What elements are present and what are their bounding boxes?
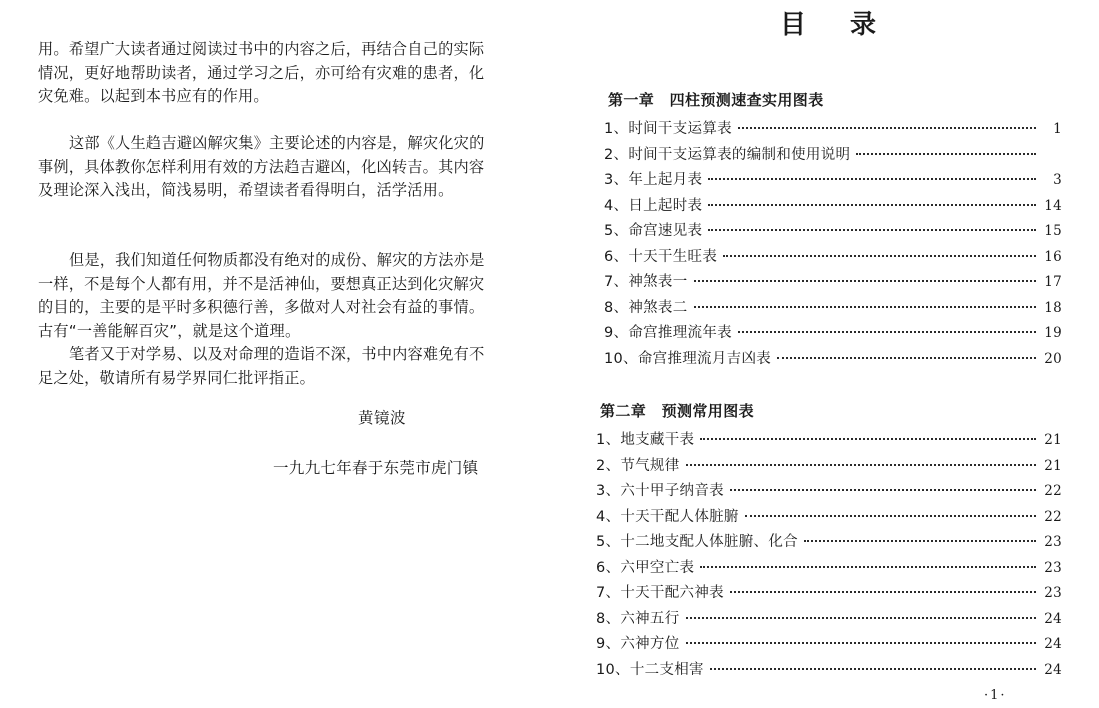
toc-entry[interactable] — [604, 270, 1062, 296]
toc-entry-page: 23 — [1044, 585, 1062, 601]
toc-entry[interactable] — [596, 632, 1062, 658]
toc-dot-leader — [730, 488, 1036, 491]
toc-entry-page: 18 — [1044, 299, 1062, 316]
toc-entry-page: 23 — [1044, 559, 1062, 576]
toc-entry-label: 10、十二支相害 — [596, 661, 704, 678]
toc-dot-leader — [777, 356, 1036, 359]
toc-dot-leader — [700, 437, 1036, 440]
toc-entry-page: 1 — [1053, 121, 1062, 137]
toc-dot-leader — [686, 616, 1036, 619]
toc-title: 目录 — [780, 10, 921, 40]
toc-entry[interactable] — [596, 658, 1062, 684]
toc-entry[interactable] — [604, 194, 1062, 220]
toc-entry-label: 4、十天干配人体脏腑 — [596, 508, 739, 525]
toc-dot-leader — [700, 565, 1036, 568]
toc-entry[interactable] — [604, 245, 1062, 271]
toc-entry[interactable] — [596, 607, 1062, 633]
toc-entry-label: 3、年上起月表 — [604, 172, 703, 188]
toc-entry-label: 8、六神五行 — [596, 610, 680, 627]
toc-entry-label: 6、六甲空亡表 — [596, 559, 695, 576]
toc-dot-leader — [738, 330, 1036, 333]
toc-entry-page: 20 — [1044, 350, 1062, 367]
toc-entry-label: 9、命宫推理流年表 — [604, 325, 732, 341]
toc-dot-leader — [694, 279, 1036, 282]
toc-dot-leader — [738, 126, 1036, 129]
toc-entry-page: 19 — [1044, 325, 1062, 341]
toc-entry[interactable] — [604, 296, 1062, 322]
toc-entry-page: 17 — [1044, 274, 1062, 290]
toc-entry-label: 7、十天干配六神表 — [596, 585, 724, 601]
toc-entry[interactable] — [596, 505, 1062, 531]
chapter-title: 第一章 四柱预测速查实用图表 — [608, 91, 824, 109]
toc-dot-leader — [708, 177, 1036, 180]
toc-entry-label: 4、日上起时表 — [604, 197, 703, 214]
toc-dot-leader — [694, 305, 1036, 308]
toc-entry-label: 2、时间干支运算表的编制和使用说明 — [604, 146, 851, 163]
preface-paragraph: 但是，我们知道任何物质都没有绝对的成份、解灾的方法亦是一样，不是每个人都有用，并不是活神仙，要想真正达到化灾解灾的目的，主要的是平时多积德行善，多做对人对社会有益的事情。古有“一善能解百灾”，就是这个道理。 — [38, 251, 485, 340]
toc-entry-label: 1、时间干支运算表 — [604, 121, 732, 137]
toc-entry-page: 23 — [1044, 534, 1062, 550]
toc-entry-label: 1、地支藏干表 — [596, 432, 695, 448]
toc-entry-page: 22 — [1044, 508, 1062, 525]
preface-page — [0, 0, 545, 708]
toc-dot-leader — [730, 590, 1036, 593]
toc-entry-page: 3 — [1053, 172, 1062, 188]
preface-paragraph: 这部《人生趋吉避凶解灾集》主要论述的内容是，解灾化灾的事例，具体教你怎样利用有效的方法趋吉避凶，化凶转吉。其内容及理论深入浅出，简浅易明，希望读者看得明白，活学活用。 — [38, 134, 485, 199]
toc-entry[interactable] — [596, 530, 1062, 556]
toc-entry[interactable] — [596, 479, 1062, 505]
toc-entry[interactable] — [596, 428, 1062, 454]
toc-entry-page: 24 — [1044, 661, 1062, 678]
toc-entry[interactable] — [604, 321, 1062, 347]
toc-entry-page: 15 — [1044, 223, 1062, 239]
preface-paragraph: 用。希望广大读者通过阅读过书中的内容之后，再结合自己的实际情况，更好地帮助读者，通过学习之后，亦可给有灾难的患者，化灾免难。以起到本书应有的作用。 — [38, 40, 485, 105]
toc-dot-leader — [804, 539, 1036, 542]
preface-paragraph: 笔者又于对学易、以及对命理的造诣不深，书中内容难免有不足之处，敬请所有易学界同仁批评指正。 — [38, 345, 485, 387]
toc-entry-label: 5、命宫速见表 — [604, 223, 703, 239]
toc-entry-label: 6、十天干生旺表 — [604, 248, 718, 265]
toc-entry-label: 5、十二地支配人体脏腑、化合 — [596, 534, 798, 550]
toc-entry[interactable] — [596, 556, 1062, 582]
page-number: ·1· — [984, 688, 1007, 703]
toc-entry-page: 22 — [1044, 483, 1062, 499]
chapter-title: 第二章 预测常用图表 — [600, 402, 755, 420]
toc-entry-page: 16 — [1044, 248, 1062, 265]
toc-entry-page: 24 — [1044, 636, 1062, 652]
toc-entry[interactable] — [604, 143, 1062, 169]
toc-dot-leader — [710, 667, 1036, 670]
toc-entry-label: 9、六神方位 — [596, 636, 680, 652]
table-of-contents-page — [548, 0, 1099, 708]
toc-entry[interactable] — [604, 219, 1062, 245]
toc-entry-label: 8、神煞表二 — [604, 299, 688, 316]
toc-entry-label: 2、节气规律 — [596, 457, 680, 474]
toc-dot-leader — [745, 514, 1036, 517]
toc-entry-page: 24 — [1044, 610, 1062, 627]
toc-entry[interactable] — [604, 168, 1062, 194]
toc-entry-page: 21 — [1044, 457, 1062, 474]
toc-dot-leader — [708, 228, 1036, 231]
toc-entry-label: 7、神煞表一 — [604, 274, 688, 290]
toc-dot-leader — [856, 152, 1036, 155]
toc-entry-page: 21 — [1044, 432, 1062, 448]
toc-dot-leader — [723, 254, 1036, 257]
toc-entry[interactable] — [596, 454, 1062, 480]
author-name: 黄镜波 — [358, 409, 407, 427]
toc-dot-leader — [686, 641, 1036, 644]
date-place: 一九九七年春于东莞市虎门镇 — [273, 459, 479, 477]
toc-entry[interactable] — [604, 117, 1062, 143]
toc-entry-label: 10、命宫推理流月吉凶表 — [604, 350, 772, 367]
toc-dot-leader — [686, 463, 1036, 466]
toc-list — [604, 117, 1062, 372]
toc-entry[interactable] — [596, 581, 1062, 607]
toc-entry[interactable] — [604, 347, 1062, 373]
toc-entry-label: 3、六十甲子纳音表 — [596, 483, 724, 499]
toc-entry-page: 14 — [1044, 197, 1062, 214]
toc-dot-leader — [708, 203, 1036, 206]
toc-list — [596, 428, 1062, 683]
